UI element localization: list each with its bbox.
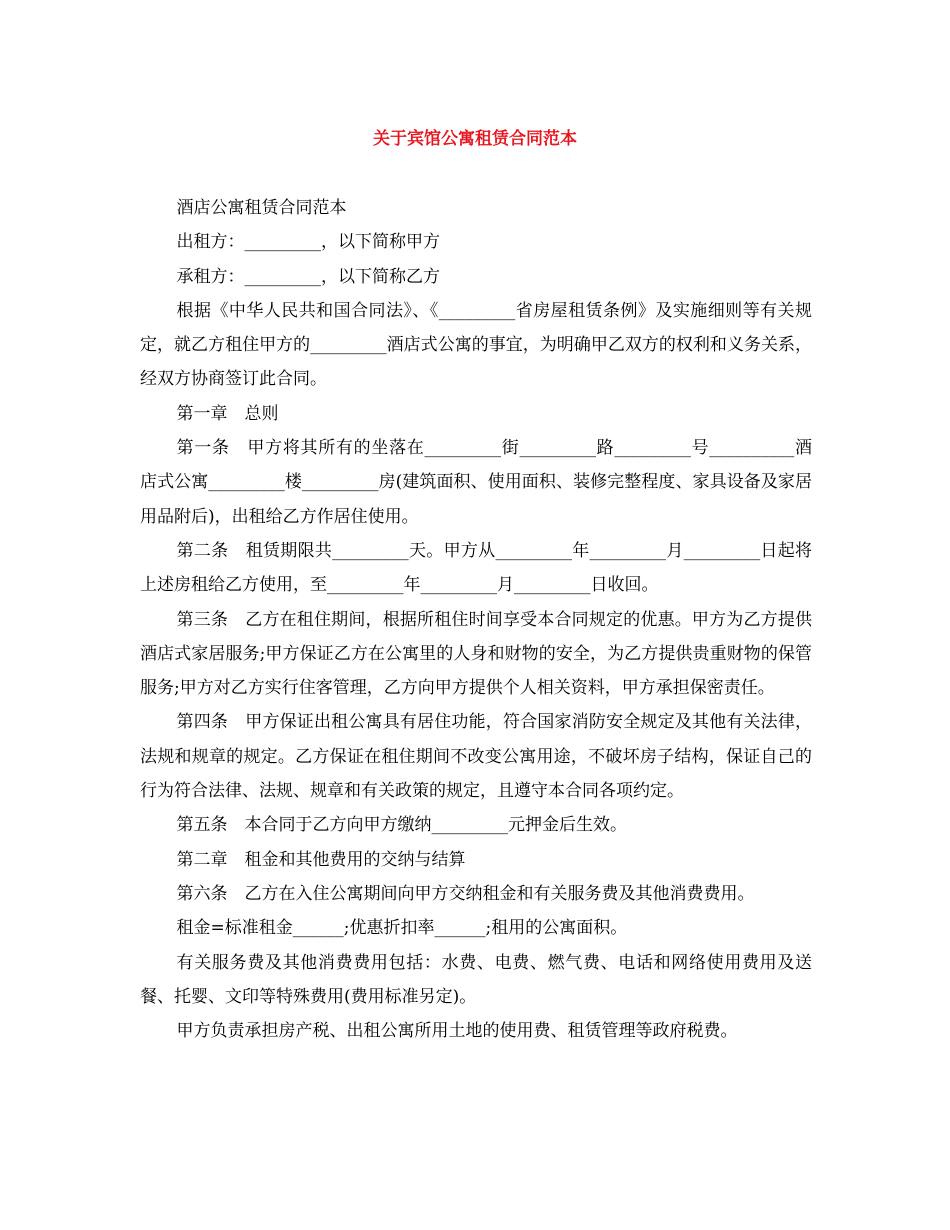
document-title: 关于宾馆公寓租赁合同范本 — [373, 129, 577, 149]
paragraph: 第四条 甲方保证出租公寓具有居住功能，符合国家消防安全规定及其他有关法律，法规和规章的规定。乙方保证在租住期间不改变公寓用途，不破坏房子结构，保证自己的行为符合法律、法规、规章和有关政策的规定，且遵守本合同各项约定。 — [140, 712, 812, 802]
paragraph: 承租方：_________，以下简称乙方 — [176, 266, 441, 287]
paragraph: 第五条 本合同于乙方向甲方缴纳_________元押金后生效。 — [176, 815, 628, 836]
paragraph: 租金=标准租金______;优惠折扣率______;租用的公寓面积。 — [176, 918, 628, 939]
paragraph: 第二条 租赁期限共_________天。甲方从_________年_________月_________日起将上述房租给乙方使用，至_________年_________月_________日收回。 — [140, 540, 812, 596]
paragraph: 出租方：_________，以下简称甲方 — [176, 232, 441, 253]
paragraph: 甲方负责承担房产税、出租公寓所用土地的使用费、租赁管理等政府税费。 — [176, 1021, 738, 1042]
chapter-heading: 第一章 总则 — [176, 403, 279, 424]
paragraph: 有关服务费及其他消费费用包括：水费、电费、燃气费、电话和网络使用费用及送餐、托婴、文印等特殊费用(费用标准另定)。 — [140, 952, 812, 1007]
paragraph: 第一条 甲方将其所有的坐落在_________街_________路_________号__________酒店式公寓_________楼_________房(建筑面积、使用面积、装修完整程度、家具设备及家居用品附后)，出租给乙方作居住使用。 — [140, 438, 812, 527]
paragraph: 第六条 乙方在入住公寓期间向甲方交纳租金和有关服务费及其他消费费用。 — [176, 883, 755, 904]
paragraph: 酒店公寓租赁合同范本 — [176, 198, 347, 218]
chapter-heading: 第二章 租金和其他费用的交纳与结算 — [176, 849, 466, 870]
paragraph: 根据《中华人民共和国合同法》、《_________省房屋租赁条例》及实施细则等有关规定，就乙方租住甲方的_________酒店式公寓的事宜，为明确甲乙双方的权利和义务关系，经双方协商签订此合同。 — [140, 300, 812, 390]
document-body — [140, 191, 812, 1048]
paragraph: 第三条 乙方在租住期间，根据所租住时间享受本合同规定的优惠。甲方为乙方提供酒店式家居服务;甲方保证乙方在公寓里的人身和财物的安全，为乙方提供贵重财物的保管服务;甲方对乙方实行住客管理，乙方向甲方提供个人相关资料，甲方承担保密责任。 — [140, 609, 812, 699]
